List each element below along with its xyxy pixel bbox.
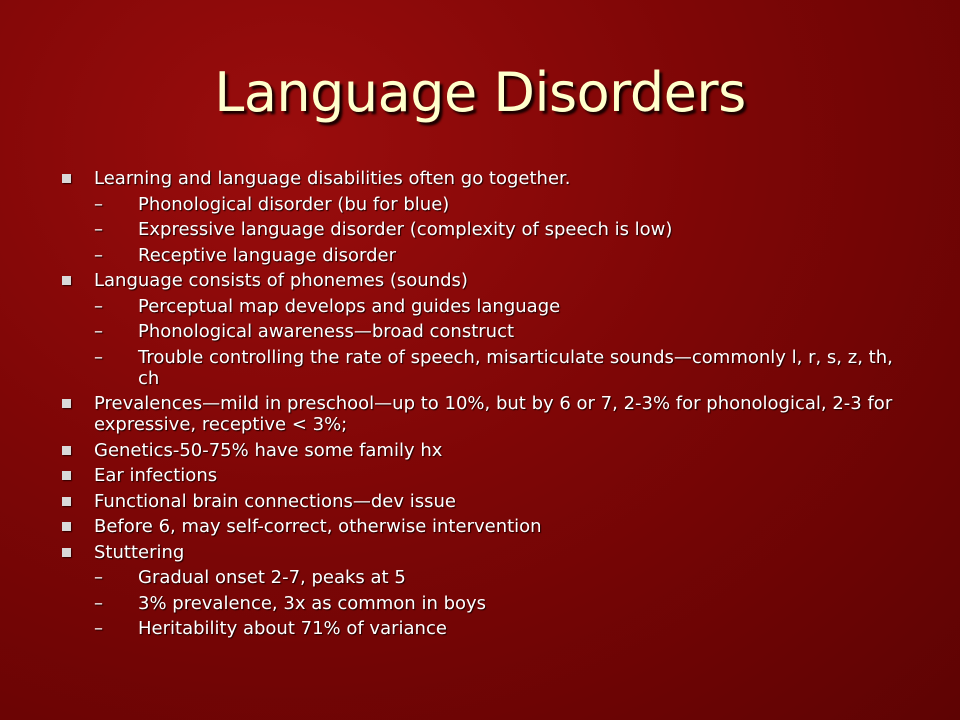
- bullet-item: [60, 270, 910, 389]
- sub-list: [94, 194, 910, 266]
- bullet-item: [60, 440, 910, 461]
- sub-item-text: Receptive language disorder: [138, 244, 397, 266]
- sub-item-text: 3% prevalence, 3x as common in boys: [138, 592, 487, 614]
- sub-item-text: Gradual onset 2-7, peaks at 5: [138, 567, 406, 588]
- bullet-item: [60, 491, 910, 512]
- dash-icon: –: [94, 321, 103, 342]
- sub-item: [94, 567, 910, 588]
- slide-content: [60, 168, 910, 644]
- sub-item: [94, 593, 910, 614]
- square-bullet-icon: [62, 276, 71, 285]
- square-bullet-icon: [62, 446, 71, 455]
- sub-item-text: Phonological awareness—broad construct: [138, 321, 515, 342]
- sub-item-text: Perceptual map develops and guides language: [138, 295, 561, 317]
- dash-icon: –: [94, 295, 103, 317]
- sub-item: [94, 219, 910, 240]
- bullet-text: Before 6, may self-correct, otherwise intervention: [94, 516, 542, 537]
- dash-icon: –: [94, 618, 103, 639]
- bullet-text: Ear infections: [94, 465, 218, 486]
- sub-list: [94, 567, 910, 639]
- bullet-text: Prevalences—mild in preschool—up to 10%, but by 6 or 7, 2-3% for phonological, 2-3 for expressive, receptive < 3%;: [94, 393, 893, 435]
- bullet-item: [60, 465, 910, 486]
- sub-item: [94, 194, 910, 215]
- sub-item: [94, 618, 910, 639]
- dash-icon: –: [94, 193, 103, 215]
- sub-item: [94, 296, 910, 317]
- sub-item: [94, 245, 910, 266]
- bullet-text: Stuttering: [94, 541, 185, 563]
- bullet-item: [60, 168, 910, 266]
- square-bullet-icon: [62, 174, 71, 183]
- bullet-text: Learning and language disabilities often go together.: [94, 168, 571, 189]
- square-bullet-icon: [62, 497, 71, 506]
- bullet-item: [60, 393, 910, 435]
- sub-item-text: Phonological disorder (bu for blue): [138, 193, 450, 215]
- slide-title: Language Disorders: [214, 61, 746, 124]
- dash-icon: –: [94, 592, 103, 614]
- square-bullet-icon: [62, 471, 71, 480]
- sub-list: [94, 296, 910, 389]
- square-bullet-icon: [62, 399, 71, 408]
- sub-item-text: Expressive language disorder (complexity of speech is low): [138, 219, 673, 240]
- dash-icon: –: [94, 567, 103, 588]
- dash-icon: –: [94, 244, 103, 266]
- sub-item: [94, 347, 910, 389]
- bullet-text: Genetics-50-75% have some family hx: [94, 439, 443, 461]
- square-bullet-icon: [62, 548, 71, 557]
- bullet-list: [60, 168, 910, 639]
- sub-item-text: Heritability about 71% of variance: [138, 618, 447, 639]
- square-bullet-icon: [62, 522, 71, 531]
- bullet-text: Functional brain connections—dev issue: [94, 490, 456, 512]
- sub-item-text: Trouble controlling the rate of speech, misarticulate sounds—commonly l, r, s, z, th, ch: [138, 346, 893, 389]
- bullet-item: [60, 542, 910, 640]
- bullet-item: [60, 516, 910, 537]
- sub-item: [94, 321, 910, 342]
- bullet-text: Language consists of phonemes (sounds): [94, 270, 468, 291]
- dash-icon: –: [94, 346, 103, 368]
- dash-icon: –: [94, 219, 103, 240]
